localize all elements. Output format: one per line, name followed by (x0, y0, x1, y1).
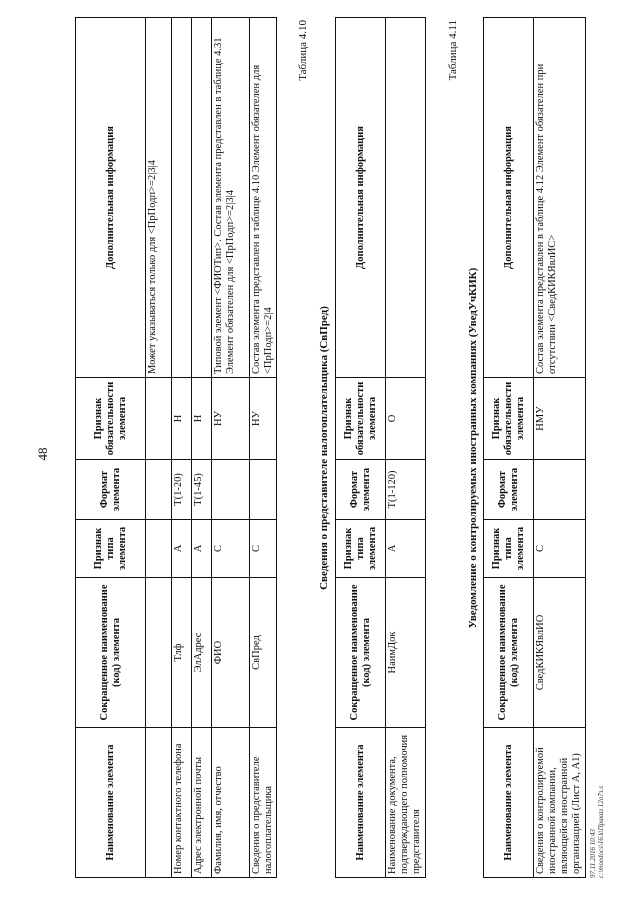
cell-required: НУ (212, 378, 250, 460)
header-name: Наименование элемента (336, 728, 386, 878)
elements-table-4-11 (483, 17, 586, 878)
cell-info: Может указываться только для <ПрПодп>=2|3|4 (146, 18, 172, 378)
elements-table-1 (75, 17, 277, 878)
cell-code: Тлф (172, 578, 192, 728)
header-info: Дополнительная информация (336, 18, 386, 378)
cell-code: НаимДок (386, 578, 426, 728)
header-required: Признак обязательности элемента (336, 378, 386, 460)
page-number: 48 (35, 447, 50, 461)
cell-code: СвПред (250, 578, 277, 728)
cell-format (534, 460, 586, 520)
header-code: Сокращенное наименование (код) элемента (484, 578, 534, 728)
cell-info (192, 18, 212, 378)
header-name: Наименование элемента (76, 728, 146, 878)
stamp-line-2: c:\moedocs\16.k\Приказ 12о7з.s (597, 786, 605, 878)
cell-name: Сведения о контролируемой иностранной компании, являющейся иностранной организацией (Лист А, А1) (534, 728, 586, 878)
elements-table-4-10 (335, 17, 426, 878)
cell-code (146, 578, 172, 728)
cell-code: ФИО (212, 578, 250, 728)
table-row (250, 18, 277, 878)
table-header-row (484, 18, 534, 878)
cell-format: Т(1-20) (172, 460, 192, 520)
cell-format: Т(1-45) (192, 460, 212, 520)
cell-required: О (386, 378, 426, 460)
cell-required: НУ (250, 378, 277, 460)
table-row (534, 18, 586, 878)
cell-format (146, 460, 172, 520)
header-type: Признак типа элемента (336, 520, 386, 578)
cell-required: Н (172, 378, 192, 460)
cell-name (146, 728, 172, 878)
header-info: Дополнительная информация (484, 18, 534, 378)
table-row (386, 18, 426, 878)
cell-format (250, 460, 277, 520)
header-type: Признак типа элемента (484, 520, 534, 578)
header-code: Сокращенное наименование (код) элемента (336, 578, 386, 728)
header-required: Признак обязательности элемента (76, 378, 146, 460)
table-4-11-title: Уведомление о контролируемых иностранных компаниях (УведУчКИК) (467, 267, 479, 629)
table-header-row (76, 18, 146, 878)
cell-format (212, 460, 250, 520)
cell-info: Типовой элемент <ФИОТип>. Состав элемента представлен в таблице 4.31 Элемент обязателен для <ПрПодп>=2|3|4 (212, 18, 250, 378)
header-code: Сокращенное наименование (код) элемента (76, 578, 146, 728)
header-format: Формат элемента (484, 460, 534, 520)
header-format: Формат элемента (76, 460, 146, 520)
cell-type: С (250, 520, 277, 578)
cell-required: Н (192, 378, 212, 460)
table-row (172, 18, 192, 878)
table-elements-part (75, 18, 277, 878)
table-4-10-label: Таблица 4.10 (297, 20, 309, 81)
cell-name: Сведения о представителе налогоплательщика (250, 728, 277, 878)
cell-info (386, 18, 426, 378)
cell-type: А (386, 520, 426, 578)
cell-info (172, 18, 192, 378)
cell-type: С (212, 520, 250, 578)
cell-format: Т(1-120) (386, 460, 426, 520)
print-stamp (589, 786, 605, 878)
cell-code: СведКИКЯвлИО (534, 578, 586, 728)
table-4-10-title: Сведения о представителе налогоплательщика (СвПред) (318, 306, 330, 590)
cell-info: Состав элемента представлен в таблице 4.12 Элемент обязателен при отсутствии <СведКИКЯвлИС> (534, 18, 586, 378)
cell-type: А (172, 520, 192, 578)
table-row (192, 18, 212, 878)
cell-name: Адрес электронной почты (192, 728, 212, 878)
cell-name: Наименование документа, подтверждающего полномочия представителя (386, 728, 426, 878)
cell-type (146, 520, 172, 578)
table-row (212, 18, 250, 878)
table-4-11-label: Таблица 4.11 (447, 20, 459, 81)
header-required: Признак обязательности элемента (484, 378, 534, 460)
header-type: Признак типа элемента (76, 520, 146, 578)
table-4-11-block (483, 18, 586, 878)
table-4-10-block (335, 18, 426, 878)
cell-name: Номер контактного телефона (172, 728, 192, 878)
stamp-line-1: 97.11.2016 10:43 (589, 828, 597, 878)
cell-code: ЭлАдрес (192, 578, 212, 728)
cell-name: Фамилия, имя, отчество (212, 728, 250, 878)
cell-required (146, 378, 172, 460)
table-row (146, 18, 172, 878)
table-header-row (336, 18, 386, 878)
cell-required: НМУ (534, 378, 586, 460)
header-name: Наименование элемента (484, 728, 534, 878)
cell-type: С (534, 520, 586, 578)
cell-info: Состав элемента представлен в таблице 4.10 Элемент обязателен для <ПрПодп>=2|4 (250, 18, 277, 378)
header-info: Дополнительная информация (76, 18, 146, 378)
cell-type: А (192, 520, 212, 578)
header-format: Формат элемента (336, 460, 386, 520)
